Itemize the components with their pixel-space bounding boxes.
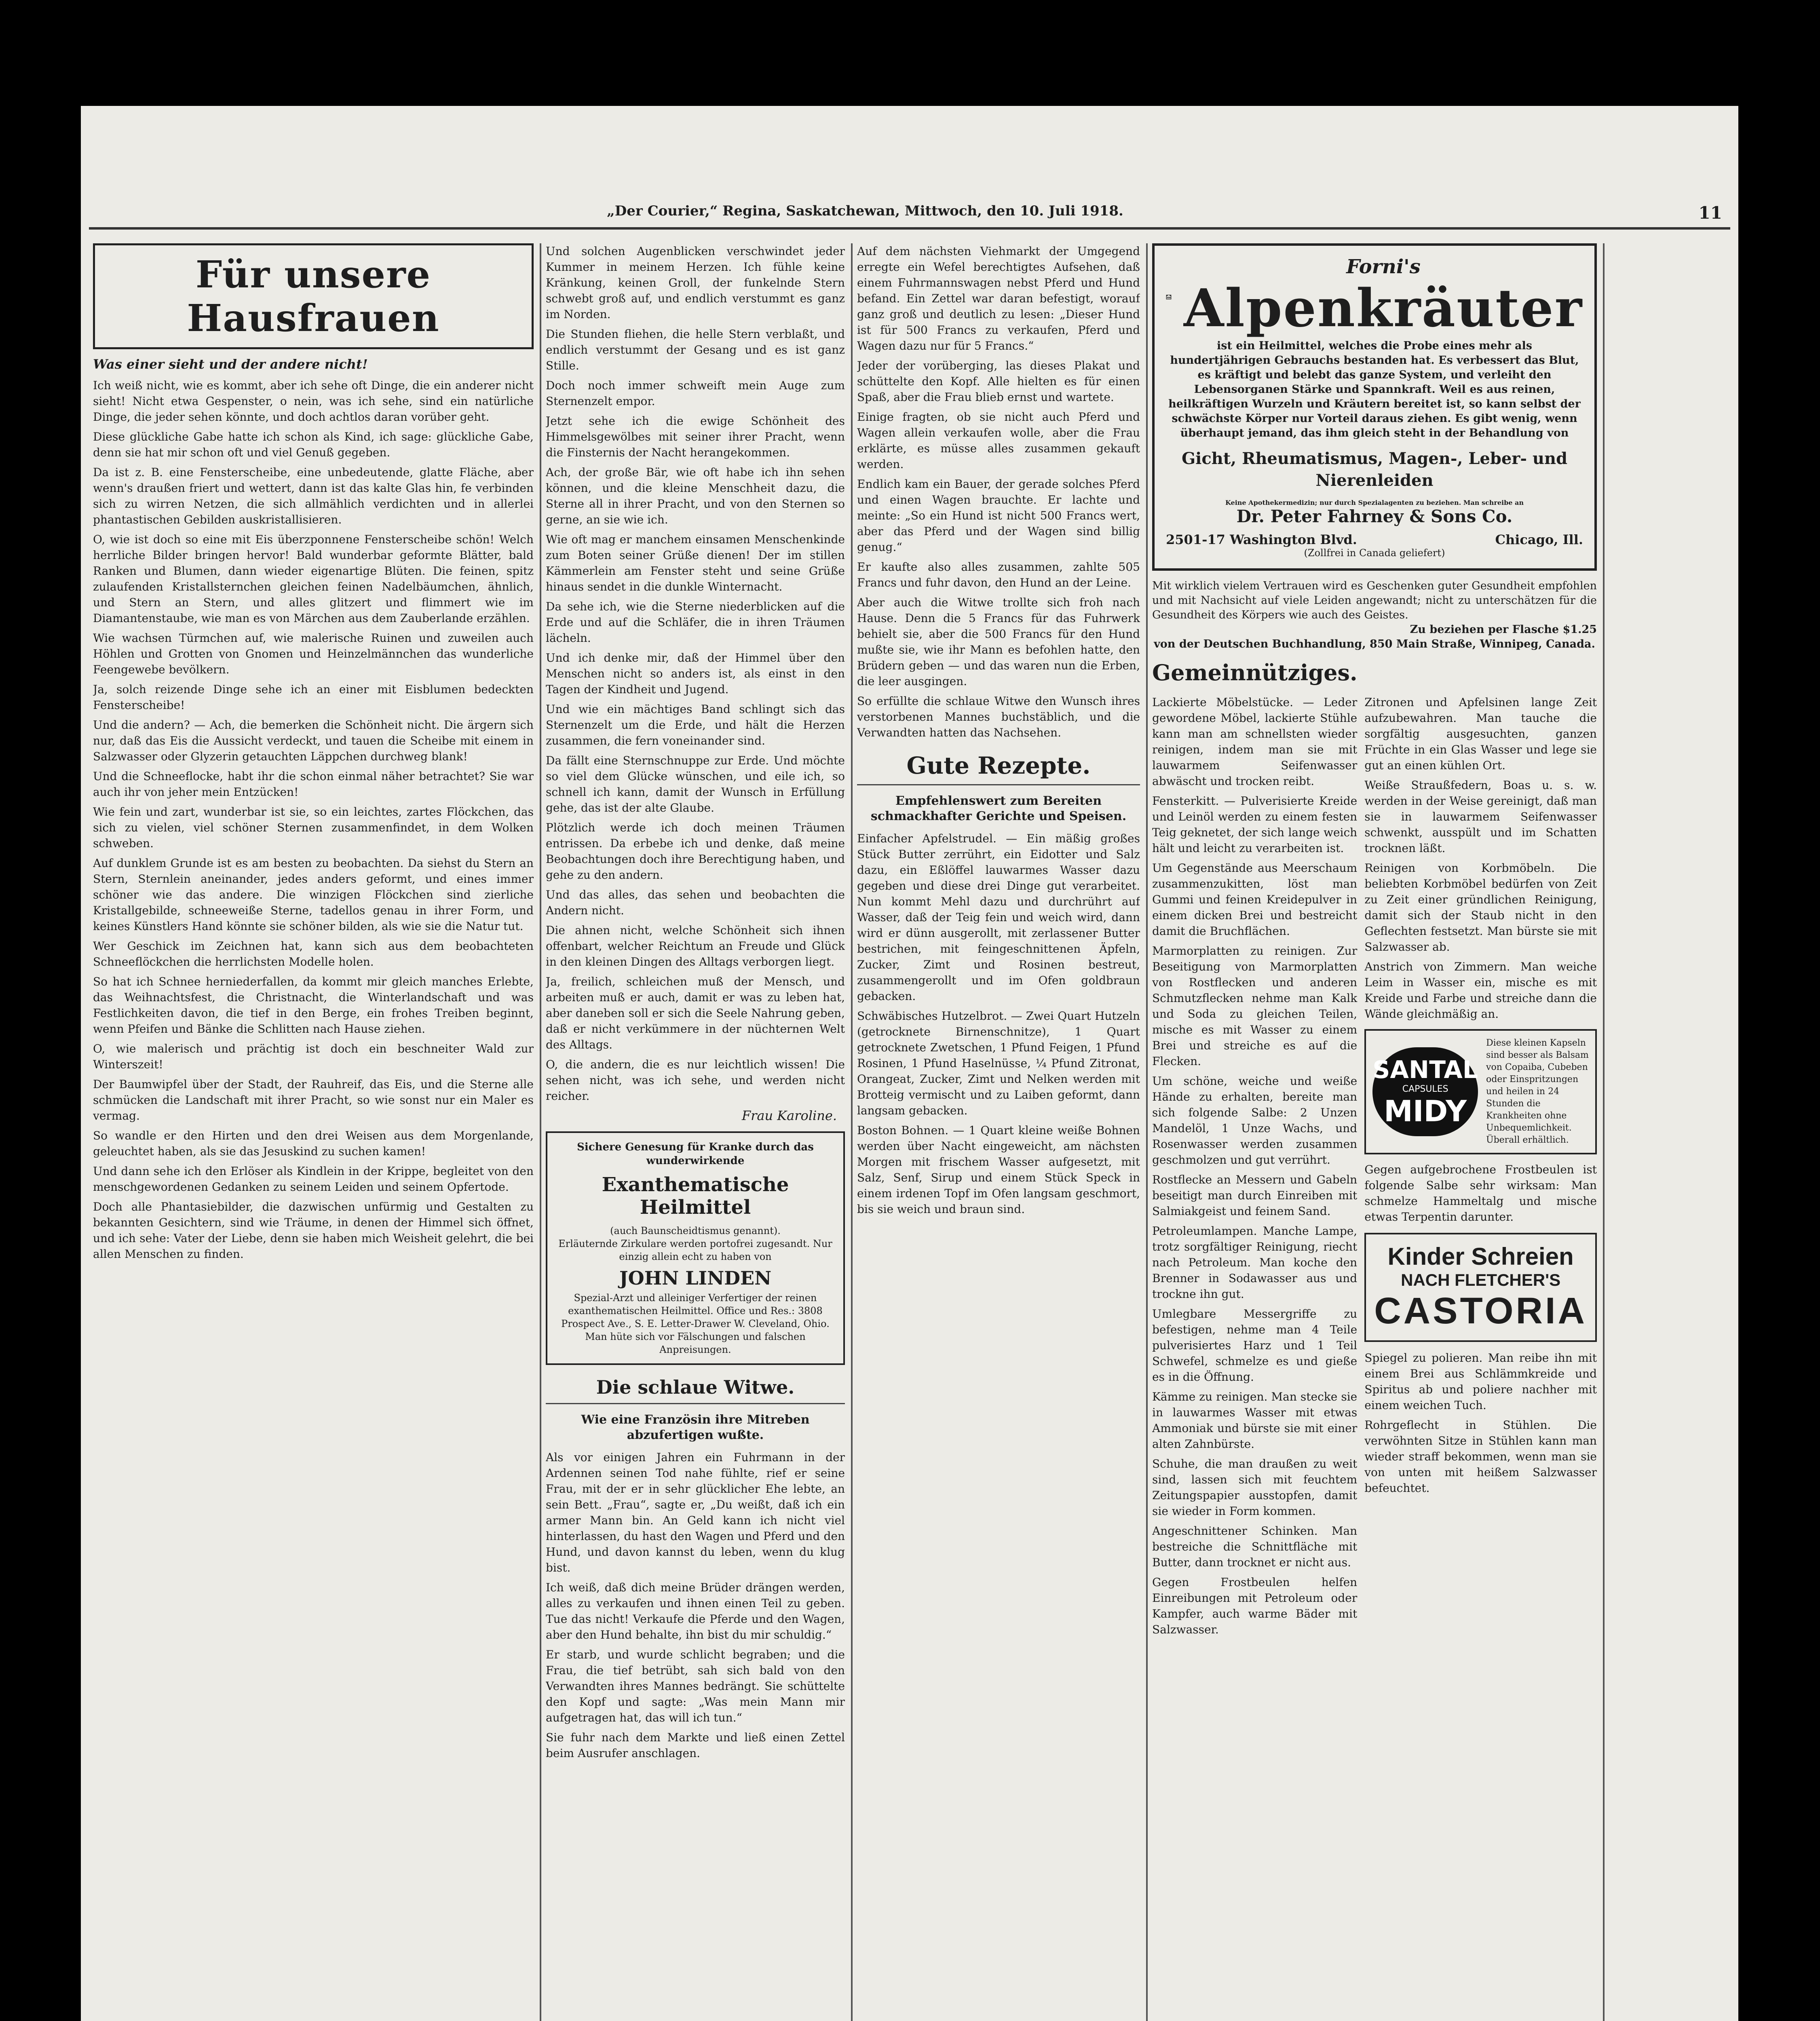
paragraph: Doch noch immer schweift mein Auge zum Sternenzelt empor. — [546, 379, 845, 408]
paragraph: Und wie ein mächtiges Band schlingt sich das Sternenzelt um die Erde, und hält die Herzen zusammen, die fern voneinander sind. — [546, 702, 845, 747]
tip: Zitronen und Apfelsinen lange Zeit aufzubewahren. Man tauche die sorgfältig ausgesuchten, ganzen Früchte in ein Glas Wasser und lege sie gut an einen kühlen Ort. — [1364, 696, 1597, 772]
paragraph: Wie wachsen Türmchen auf, wie malerische Ruinen und zuweilen auch Höhlen und Grotten von Gnomen und Heinzelmännchen das wunderliche Feengewebe bevölkern. — [93, 631, 534, 676]
ad-contact-intro: Keine Apothekermedizin; nur durch Spezialagenten zu beziehen. Man schreibe an — [1225, 499, 1524, 506]
ad-product-title: Exanthematische Heilmittel — [602, 1173, 789, 1219]
paragraph: Da sehe ich, wie die Sterne niederblicken auf die Erde und auf die Schläfer, die in ihren Träumen lächeln. — [546, 600, 845, 645]
paragraph: Er starb, und wurde schlicht begraben; und die Frau, die tief betrübt, sah sich bald von den Verwandten ihres Mannes bedrängt. Sie schüttelte den Kopf und sagte: „Was mein Mann mir aufgetragen hat, das will ich tun.“ — [546, 1648, 845, 1724]
paragraph: Und die Schneeflocke, habt ihr die schon einmal näher betrachtet? Sie war auch ihr von jeher mein Entzücken! — [93, 770, 534, 799]
paragraph: Und das alles, das sehen und beobachten die Andern nicht. — [546, 888, 845, 917]
ad-address-city: Chicago, Ill. — [1495, 532, 1583, 547]
witwe-intro: Wie eine Französin ihre Mitreben abzufertigen wußte. — [581, 1413, 810, 1442]
paragraph: Einige fragten, ob sie nicht auch Pferd und Wagen allein verkaufen wolle, aber die Frau erklärte, es müsse alles zusammen gekauft werden. — [857, 410, 1140, 471]
santal-logo-bottom: MIDY — [1384, 1094, 1467, 1128]
paragraph: Auf dunklem Grunde ist es am besten zu beobachten. Da siehst du Stern an Stern, Sternlein aneinander, jedes anders geformt, und eines immer schöner wie das andere. Die winzigen Flöckchen sind zierliche Kristallgebilde, schneeweiße Sterne, tadellos genau in ihrer Form, und keines Künstlers Hand könnte sie schöner bilden, als wie sie die Natur tut. — [93, 856, 534, 933]
ad-illnesses: Gicht, Rheumatismus, Magen-, Leber- und Nierenleiden — [1181, 449, 1568, 490]
paragraph: Wer Geschick im Zeichnen hat, kann sich aus dem beobachteten Schneeflöckchen die herrlichsten Modelle holen. — [93, 939, 534, 968]
author-signature: Frau Karoline. — [741, 1108, 837, 1123]
tip: Um Gegenstände aus Meerschaum zusammenzukitten, löst man Gummi und feinen Kreidepulver in einem dicken Brei und bestreicht damit die Bruchflächen. — [1152, 861, 1358, 938]
hausfrauen-title-box — [93, 243, 534, 349]
tip: Weiße Straußfedern, Boas u. s. w. werden in der Weise gereinigt, daß man sie in lauwarmem Seifenwasser schwenkt, ausspült und im Schatten trocknen läßt. — [1364, 778, 1597, 855]
tip: Marmorplatten zu reinigen. Zur Beseitigung von Marmorplatten von Rostflecken und anderen Schmutzflecken nehme man Kalk und Soda zu gleichen Teilen, mische es mit Wasser zu einem Brei und streiche es auf die Flecken. — [1152, 944, 1358, 1068]
forni-dealer: von der Deutschen Buchhandlung, 850 Main Straße, Winnipeg, Canada. — [1154, 638, 1595, 650]
santal-logo-top: SANTAL — [1372, 1055, 1478, 1084]
paragraph: Ja, solch reizende Dinge sehe ich an einer mit Eisblumen bedeckten Fensterscheibe! — [93, 683, 534, 712]
hausfrauen-title: Für unsere Hausfrauen — [187, 253, 440, 340]
paragraph: So wandle er den Hirten und den drei Weisen aus dem Morgenlande, geleuchtet haben, als sie das Jesuskind zu suchen kamen! — [93, 1129, 534, 1158]
paragraph: Ja, freilich, schleichen muß der Mensch, und arbeiten muß er auch, damit er was zu leben hat, aber daneben soll er sich die Seele Nahrung geben, daß er nicht verkümmere in der nüchternen Welt des Alltags. — [546, 975, 845, 1051]
paragraph: Sie fuhr nach dem Markte und ließ einen Zettel beim Ausrufer anschlagen. — [546, 1731, 845, 1760]
paragraph: Da ist z. B. eine Fensterscheibe, eine unbedeutende, glatte Fläche, aber wenn's draußen friert und wettert, dann ist das kalte Glas hin, fe verbinden sich zu wirren Netzen, die sich allmählich verdichten und in allerlei phantastischen Gebilden auskristallisieren. — [93, 466, 534, 526]
tip: Gegen Frostbeulen helfen Einreibungen mit Petroleum oder Kampfer, auch warme Bäder mit Salzwasser. — [1152, 1576, 1358, 1636]
paragraph: Und dann sehe ich den Erlöser als Kindlein in der Krippe, begleitet von den menschgewordenen Gedanken zu seinem Leiden und seinem Opfertode. — [93, 1165, 534, 1194]
tip: Rohrgeflecht in Stühlen. Die verwöhnten Sitze in Stühlen kann man wieder straff bekommen, wenn man sie von unten mit heißem Salzwasser befeuchtet. — [1364, 1418, 1597, 1495]
paragraph: Die Stunden fliehen, die helle Stern verblaßt, und endlich verstummt der Gesang und es ist ganz Stille. — [546, 327, 845, 372]
linden-advertisement — [546, 1131, 845, 1365]
paragraph: Wie oft mag er manchem einsamen Menschenkinde zum Boten seiner Grüße dienen! Der im stillen Kämmerlein am Fenster steht und seine Grüße hinaus sendet in die dunkle Winternacht. — [546, 533, 845, 593]
paragraph: Aber auch die Witwe trollte sich froh nach Hause. Denn die 5 Francs für das Fuhrwerk behielt sie, aber die 500 Francs für den Hund mußte sie, wie ihr Mann es befohlen hatte, den Brüdern geben — und das waren nun die Erben, die leer ausgingen. — [857, 596, 1140, 688]
column-3 — [857, 243, 1140, 2021]
tip: Umlegbare Messergriffe zu befestigen, nehme man 4 Teile pulverisiertes Harz und 1 Teil Schwefel, schmelze es und gieße es in die Öffnung. — [1152, 1307, 1358, 1384]
ad-address-street: 2501-17 Washington Blvd. — [1166, 532, 1357, 547]
tip: Fensterkitt. — Pulverisierte Kreide und Leinöl werden zu einem festen Teig geknetet, der sich lange weich hält und leicht zu verarbeiten ist. — [1152, 794, 1358, 855]
paragraph: Und ich denke mir, daß der Himmel über den Menschen nicht so anders ist, als einst in den Tagen der Kindheit und Jugend. — [546, 651, 845, 696]
tip: Reinigen von Korbmöbeln. Die beliebten Korbmöbel bedürfen von Zeit zu Zeit einer gründlichen Reinigung, damit sich der Staub nicht in den Geflechten festsetzt. Man bürste sie mit Salzwasser ab. — [1364, 861, 1597, 954]
ad-product: Alpenkräuter — [1183, 278, 1583, 339]
forni-price: Zu beziehen per Flasche $1.25 — [1410, 623, 1597, 636]
ad-tagline: Sichere Genesung für Kranke durch das wunderwirkende — [577, 1141, 814, 1167]
paragraph: Ach, der große Bär, wie oft habe ich ihn sehen können, und die kleine Menschheit dazu, die Sterne all in ihrer Pracht, und von den Sternen so gerne, an sie wie ich. — [546, 466, 845, 526]
column-1 — [93, 243, 534, 2021]
rezepte-title: Gute Rezepte. — [857, 752, 1140, 785]
paragraph: Ich weiß nicht, wie es kommt, aber ich sehe oft Dinge, die ein anderer nicht sieht! Nicht etwa Gespenster, o nein, was ich sehe, sind ein natürliche Dinge, die jeder sehen könnte, und doch achtlos daran vorüber geht. — [93, 379, 534, 424]
paragraph: Die ahnen nicht, welche Schönheit sich ihnen offenbart, welcher Reichtum an Freude und Glück in den kleinen Dingen des Alltags verborgen liegt. — [546, 924, 845, 968]
paragraph: Diese glückliche Gabe hatte ich schon als Kind, ich sage: glückliche Gabe, denn sie hat mir schon oft und viel Genuß gegeben. — [93, 430, 534, 459]
paragraph: Jetzt sehe ich die ewige Schönheit des Himmelsgewölbes mit seiner ihrer Pracht, wenn die Finsternis der Nacht herangekommen. — [546, 414, 845, 459]
page-header — [81, 203, 1738, 235]
ad-address: Spezial-Arzt und alleiniger Verfertiger der reinen exanthematischen Heilmittel. Office und Res.: 3808 Prospect Ave., S. E. Letter-Drawer W. Cleveland, Ohio. Man hüte sich vor Fälschungen und falschen Anpreisungen. — [561, 1292, 830, 1355]
tip: Angeschnittener Schinken. Man bestreiche die Schnittfläche mit Butter, dann trocknet er nicht aus. — [1152, 1524, 1358, 1569]
ad-subtitle: (auch Baunscheidtismus genannt). — [610, 1225, 781, 1236]
tip: Um schöne, weiche und weiße Hände zu erhalten, bereite man sich folgende Salbe: 2 Unzen Mandelöl, 1 Unze Wachs, und Rosenwasser werden zusammen geschmolzen und gut verrührt. — [1152, 1074, 1358, 1167]
paragraph: O, die andern, die es nur leichtlich wissen! Die sehen nicht, was ich sehe, und werden nicht reicher. — [546, 1058, 845, 1103]
ad-brand: Forni's — [1346, 255, 1421, 278]
ad-description: ist ein Heilmittel, welches die Probe eines mehr als hundertjährigen Gebrauchs bestanden hat. Es verbessert das Blut, es kräftigt und belebt das ganze System, und verleiht den Lebensorganen Stärke und Spannkraft. Weil es aus reinen, heilkräftigen Wurzeln und Kräutern bereitet ist, so kann selbst der schwächste Körper nur Vorteil daraus ziehen. Es gibt wenig, wenn überhaupt jemand, das ihm gleich steht in der Behandlung von — [1168, 340, 1581, 439]
column-rule — [851, 243, 853, 2021]
gemein-title: Gemeinnütziges. — [1152, 660, 1358, 686]
paragraph: Wie fein und zart, wunderbar ist sie, so ein leichtes, zartes Flöckchen, das sich zu vielen, viel schöner Sternen zusammenfindet, in dem Wolken schweben. — [93, 805, 534, 850]
forni-footnote-text: Mit wirklich vielem Vertrauen wird es Geschenken guter Gesundheit empfohlen und mit Nachsicht auf viele Leiden angewandt; nicht zu unterschätzen für die Gesundheit des Körpers wie auch des Geistes. — [1152, 580, 1597, 621]
ad-company: Dr. Peter Fahrney & Sons Co. — [1236, 506, 1513, 526]
tip: Kämme zu reinigen. Man stecke sie in lauwarmes Wasser mit etwas Ammoniak und bürste sie mit einer alten Zahnbürste. — [1152, 1390, 1358, 1451]
paragraph: So erfüllte die schlaue Witwe den Wunsch ihres verstorbenen Mannes buchstäblich, und die Verwandten hatten das Nachsehen. — [857, 694, 1140, 739]
paragraph: Plötzlich werde ich doch meinen Träumen entrissen. Da erbebe ich und denke, daß meine Beobachtungen doch ihre Berechtigung haben, und gehe zu den andern. — [546, 821, 845, 882]
paragraph: Endlich kam ein Bauer, der gerade solches Pferd und einen Wagen brauchte. Er lachte und meinte: „So ein Hund ist nicht 500 Francs wert, aber das Pferd und der Wagen sind billig genug.“ — [857, 477, 1140, 554]
recipe: Boston Bohnen. — 1 Quart kleine weiße Bohnen werden über Nacht eingeweicht, am nächsten Morgen mit frischem Wasser aufgesetzt, mit Salz, Senf, Sirup und einem Stück Speck in einem irdenen Topf im Ofen langsam geschmort, bis sie weich und braun sind. — [857, 1124, 1140, 1216]
column-5 — [1249, 243, 1726, 2021]
column-rule — [1146, 243, 1148, 2021]
paragraph: Und die andern? — Ach, die bemerken die Schönheit nicht. Die ärgern sich nur, daß das Eis die Aussicht verdeckt, und tauen die Scheibe mit einem in Salzwasser oder Glyzerin getauchten Läppchen durchweg blank! — [93, 718, 534, 763]
header-rule — [89, 227, 1730, 230]
castoria-line-3: CASTORIA — [1374, 1290, 1587, 1331]
ad-note: (Zollfrei in Canada geliefert) — [1304, 547, 1445, 559]
rezepte-intro: Empfehlenswert zum Bereiten schmackhafter Gerichte und Speisen. — [870, 794, 1127, 823]
building-icon — [1166, 257, 1172, 338]
paragraph: Doch alle Phantasiebilder, die dazwischen unfürmig und Gestalten zu bekannten Gesichtern, sind wie Träume, in denen der Himmel sich öffnet, und ich sehe: Vater der Liebe, denn sie haben mich Weisheit gelehrt, die bei allen Menschen zu finden. — [93, 1200, 534, 1261]
santal-text: Diese kleinen Kapseln sind besser als Balsam von Copaiba, Cubeben oder Einspritzungen und heilen in 24 Stunden die Krankheiten ohne Unbequemlichkeit. Überall erhältlich. — [1486, 1038, 1589, 1145]
paragraph: So hat ich Schnee herniederfallen, da kommt mir gleich manches Erlebte, das Weihnachtsfest, die Christnacht, die Winterlandschaft und was Festlichkeiten davon, die tief in den Berge, ein frohes Treiben beginnt, wenn Pfeifen und Bänke die Schlitten nach Hause ziehen. — [93, 975, 534, 1036]
recipe: Schwäbisches Hutzelbrot. — Zwei Quart Hutzeln (getrocknete Birnenschnitze), 1 Quart getrocknete Zwetschen, 1 Pfund Feigen, 1 Pfund Rosinen, 1 Pfund Haselnüsse, ¼ Pfund Zitronat, Orangeat, Zucker, Zimt und Nelken werden mit Brotteig vermischt und zu Laiben geformt, dann langsam gebacken. — [857, 1009, 1140, 1117]
castoria-line-1: Kinder Schreien — [1387, 1243, 1574, 1270]
paragraph: Da fällt eine Sternschnuppe zur Erde. Und möchte so viel dem Glücke wünschen, und eile ich, so schnell ich kann, damit der Wunsch in Erfüllung gehe, das ist der alte Glaube. — [546, 754, 845, 814]
tip: Schuhe, die man draußen zu weit sind, lassen sich mit feuchtem Zeitungspapier ausstopfen, damit sie wieder in Form kommen. — [1152, 1457, 1358, 1518]
ad-company-name: JOHN LINDEN — [619, 1267, 772, 1289]
page-number: 11 — [1698, 203, 1722, 223]
tip: Gegen aufgebrochene Frostbeulen ist folgende Salbe sehr wirksam: Man schmelze Hammeltalg und mische etwas Terpentin darunter. — [1364, 1163, 1597, 1224]
witwe-title: Die schlaue Witwe. — [546, 1376, 845, 1404]
tip: Lackierte Möbelstücke. — Leder gewordene Möbel, lackierte Stühle kann man am schnellsten wieder reinigen, indem man sie mit lauwarmem Seifenwasser abwäscht und trocken reibt. — [1152, 696, 1358, 788]
masthead-line: „Der Courier,“ Regina, Saskatchewan, Mittwoch, den 10. Juli 1918. — [607, 203, 1123, 219]
paragraph: O, wie malerisch und prächtig ist doch ein beschneiter Wald zur Winterszeit! — [93, 1042, 534, 1071]
paragraph: Jeder der vorüberging, las dieses Plakat und schüttelte den Kopf. Alle hielten es für einen Spaß, aber die Frau blieb ernst und wartete. — [857, 359, 1140, 404]
paragraph: Und solchen Augenblicken verschwindet jeder Kummer in meinem Herzen. Ich fühle keine Kränkung, keinen Groll, der funkelnde Stern schwebt groß auf, und endlich verstummt es ganz im Norden. — [546, 245, 845, 321]
tip: Petroleumlampen. Manche Lampe, trotz sorgfältiger Reinigung, riecht nach Petroleum. Man koche den Brenner in Sodawasser aus und trockne ihn gut. — [1152, 1224, 1358, 1301]
tip: Anstrich von Zimmern. Man weiche Leim in Wasser ein, mische es mit Kreide und Farbe und streiche dann die Wände gleichmäßig an. — [1364, 960, 1597, 1021]
column-rule — [540, 243, 541, 2021]
santal-logo-mid: CAPSULES — [1402, 1084, 1448, 1094]
paragraph: Der Baumwipfel über der Stadt, der Rauhreif, das Eis, und die Sterne alle schmücken die Landschaft mit ihrer Pracht, so wie sonst nur ein Maler es vermag. — [93, 1078, 534, 1122]
paragraph: Ich weiß, daß dich meine Brüder drängen werden, alles zu verkaufen und ihnen einen Teil zu geben. Tue das nicht! Verkaufe die Pferde und den Wagen, aber den Hund behalte, ihn bist du mir schuldig.“ — [546, 1581, 845, 1641]
castoria-line-2: NACH FLETCHER'S — [1401, 1270, 1561, 1289]
paragraph: Er kaufte also alles zusammen, zahlte 505 Francs und fuhr davon, den Hund an der Leine. — [857, 560, 1140, 589]
article-subhead: Was einer sieht und der andere nicht! — [93, 357, 368, 372]
tip: Spiegel zu polieren. Man reibe ihn mit einem Brei aus Schlämmkreide und Spiritus ab und poliere nachher mit einem weichen Tuch. — [1364, 1351, 1597, 1412]
paragraph: Als vor einigen Jahren ein Fuhrmann in der Ardennen seinen Tod nahe fühlte, rief er seine Frau, mit der er in sehr glücklicher Ehe lebte, an sein Bett. „Frau“, sagte er, „Du weißt, daß ich ein armer Mann bin. An Geld kann ich nicht viel hinterlassen, du hast den Wagen und Pferd und den Hund, und davon kannst du leben, wenn du klug bist. — [546, 1451, 845, 1574]
paragraph: O, wie ist doch so eine mit Eis überzponnene Fensterscheibe schön! Welch herrliche Bilder bringen hervor! Bald wunderbar geformte Blätter, bald Ranken und Blumen, dann wieder eigenartige Blüten. Die feinen, spitz zulaufenden Kristallsternchen gleichen feinen Nadelbäumchen, ähnlich, und Stern an Stern, und alles glitzert und flimmert wie im Diamantenstaube, wie man es von Märchen aus dem Zauberlande erzählen. — [93, 533, 534, 625]
recipe: Einfacher Apfelstrudel. — Ein mäßig großes Stück Butter zerrührt, ein Eidotter und Salz dazu, ein Eßlöffel lauwarmes Wasser dazu gegeben und diese drei Dinge gut verarbeitet. Nun kommt Mehl dazu und durchrührt auf Wasser, daß der Teig fein und weich wird, dann wird er dünn ausgerollt, mit zerlassener Butter bestrichen, mit feingeschnittenen Äpfeln, Zucker, Zimt und Rosinen bestreut, zusammengerollt und im Ofen goldbraun gebacken. — [857, 832, 1140, 1003]
ad-body: Erläuternde Zirkulare werden portofrei zugesandt. Nur einzig allein echt zu haben von — [558, 1238, 832, 1262]
tip: Rostflecke an Messern und Gabeln beseitigt man durch Einreiben mit Salmiakgeist und feinem Sand. — [1152, 1173, 1358, 1218]
paragraph: Auf dem nächsten Viehmarkt der Umgegend erregte ein Wefel berechtigtes Aufsehen, daß einem Fuhrmannswagen nebst Pferd und Hund befand. Ein Zettel war daran befestigt, worauf ganz groß und deutlich zu lesen: „Dieser Hund ist für 500 Francs zu verkaufen, Pferd und Wagen dazu nur für 5 Francs.“ — [857, 245, 1140, 352]
column-2 — [546, 243, 845, 2021]
